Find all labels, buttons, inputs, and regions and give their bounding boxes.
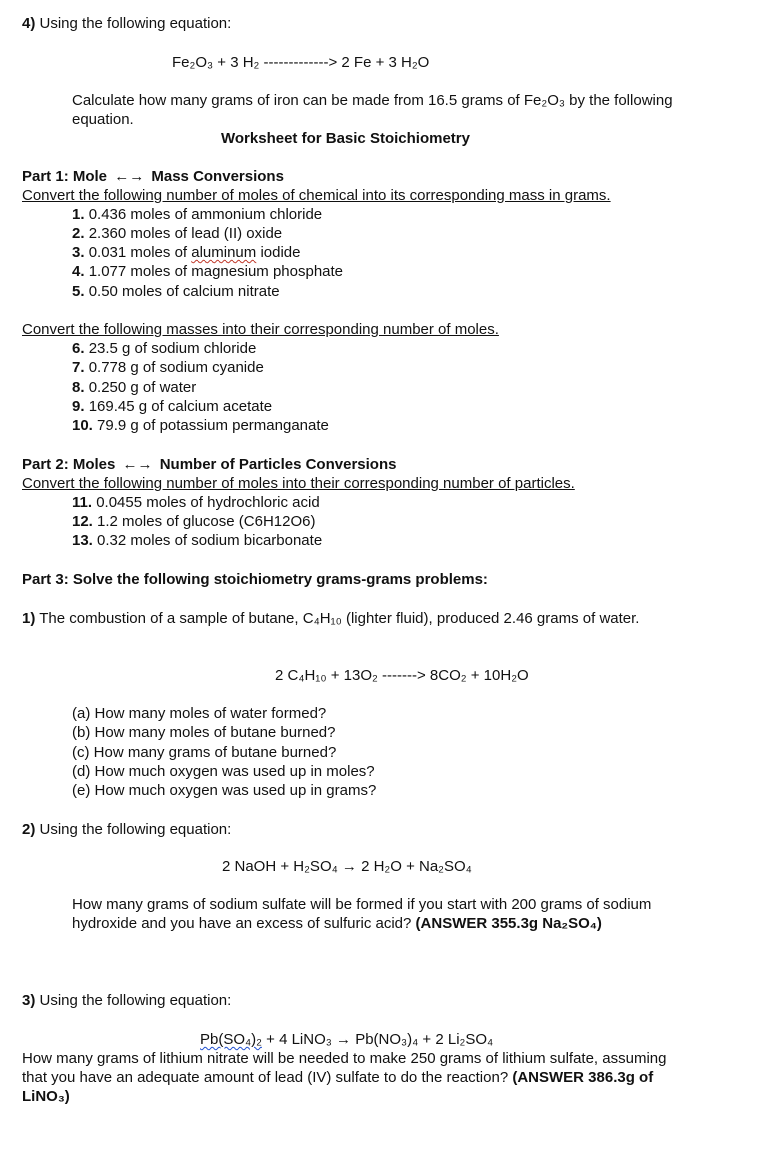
item-text-pre: 0.031 moles of [88,244,192,261]
item-number: 7. [72,359,85,376]
item-number: 1. [72,206,85,223]
item-number: 3. [72,244,85,261]
list-item [72,358,264,377]
problem-number: 2) [22,821,36,838]
item-number: 5. [72,283,85,300]
sub-question: (e) How much oxygen was used up in grams? [72,782,377,799]
item-number: 2. [72,225,85,242]
problem-1-equation: 2 C₄H₁₀ + 13O₂ -------> 8CO₂ + 10H₂O [275,667,529,684]
item-number: 13. [72,532,93,549]
problem-number: 1) [22,610,36,627]
answer-text: (ANSWER 386.3g of LiNO₃) [22,1069,654,1105]
problem-2-heading [22,820,231,839]
item-text: 2.360 moles of lead (II) oxide [88,225,283,242]
part1-heading [22,167,284,186]
sub-question: (c) How many grams of butane burned? [72,744,337,761]
item-text: 0.778 g of sodium cyanide [88,359,264,376]
question-text: How many grams of lithium nitrate will be needed to make 250 grams of lithium sulfate, assuming that you have an adequate amount of lead (IV) sulfate to do the reaction? [22,1050,667,1086]
item-number: 12. [72,513,93,530]
problem-2-question [72,895,672,933]
double-arrow-icon: ←→ [122,456,153,473]
list-item [72,243,300,262]
spellcheck-flagged-word: aluminum [191,244,257,261]
problem-number: 3) [22,992,36,1009]
part2-heading-left: Part 2: Moles [22,456,116,473]
list-item [72,512,315,531]
list-item [72,205,322,224]
sub-question: (d) How much oxygen was used up in moles? [72,763,375,780]
equation-rest: + 4 LiNO₃ → Pb(NO₃)₄ + 2 Li₂SO₄ [261,1031,494,1048]
problem-heading-text: Using the following equation: [39,821,232,838]
sub-question: (b) How many moles of butane burned? [72,724,336,741]
problem-heading-text: Using the following equation: [39,992,232,1009]
item-text: 23.5 g of sodium chloride [88,340,257,357]
list-item [72,416,329,435]
item-number: 6. [72,340,85,357]
item-text: 79.9 g of potassium permanganate [97,417,329,434]
worksheet-title: Worksheet for Basic Stoichiometry [221,130,470,147]
item-text: 0.50 moles of calcium nitrate [88,283,280,300]
grammar-flagged-formula: Pb(SO₄)₂ [200,1031,262,1048]
q4-question: Calculate how many grams of iron can be made from 16.5 grams of Fe₂O₃ by the following equation. [72,92,673,128]
sub-question: (a) How many moles of water formed? [72,705,327,722]
list-item [72,378,196,397]
problem-1 [22,609,672,628]
list-item [72,397,272,416]
item-text-post: iodide [256,244,301,261]
double-arrow-icon: ←→ [114,168,145,185]
list-item [72,262,343,281]
item-number: 11. [72,494,93,511]
part2-heading [22,455,396,474]
list-item [72,282,280,301]
part1-heading-left: Part 1: Mole [22,168,108,185]
item-text: 1.077 moles of magnesium phosphate [88,263,344,280]
problem-2-equation: 2 NaOH + H₂SO₄ → 2 H₂O + Na₂SO₄ [222,858,472,875]
question-text: How many grams of sodium sulfate will be formed if you start with 200 grams of sodium hydroxide and you have an excess of sulfuric acid? [72,896,652,932]
item-number: 4. [72,263,85,280]
item-text: 169.45 g of calcium acetate [88,398,273,415]
item-text: 0.0455 moles of hydrochloric acid [96,494,320,511]
list-item [72,493,320,512]
q4-equation: Fe₂O₃ + 3 H₂ -------------> 2 Fe + 3 H₂O [172,54,430,71]
list-item [72,224,282,243]
part2-heading-right: Number of Particles Conversions [159,456,397,473]
q4-number: 4) [22,15,36,32]
item-text: 1.2 moles of glucose (C6H12O6) [97,513,316,530]
item-number: 9. [72,398,85,415]
item-text: 0.436 moles of ammonium chloride [88,206,323,223]
list-item [72,531,322,550]
problem-3-equation [200,1030,493,1049]
item-number: 8. [72,379,85,396]
part3-heading: Part 3: Solve the following stoichiometry grams-grams problems: [22,571,488,588]
answer-text: (ANSWER 355.3g Na₂SO₄) [415,915,602,932]
item-text: 0.32 moles of sodium bicarbonate [97,532,323,549]
item-number: 10. [72,417,93,434]
part1-instruction-mass: Convert the following number of moles of chemical into its corresponding mass in grams. [22,187,611,204]
q4-heading-text: Using the following equation: [39,15,232,32]
item-text: 0.250 g of water [88,379,197,396]
list-item [72,339,256,358]
part2-instruction: Convert the following number of moles into their corresponding number of particles. [22,475,575,492]
problem-3-heading [22,991,231,1010]
problem-3-question [22,1049,672,1106]
problem-text: The combustion of a sample of butane, C₄H₁₀ (lighter fluid), produced 2.46 grams of water. [39,610,640,627]
q4-heading [22,14,231,33]
part1-heading-right: Mass Conversions [151,168,284,185]
part1-instruction-moles: Convert the following masses into their corresponding number of moles. [22,321,499,338]
